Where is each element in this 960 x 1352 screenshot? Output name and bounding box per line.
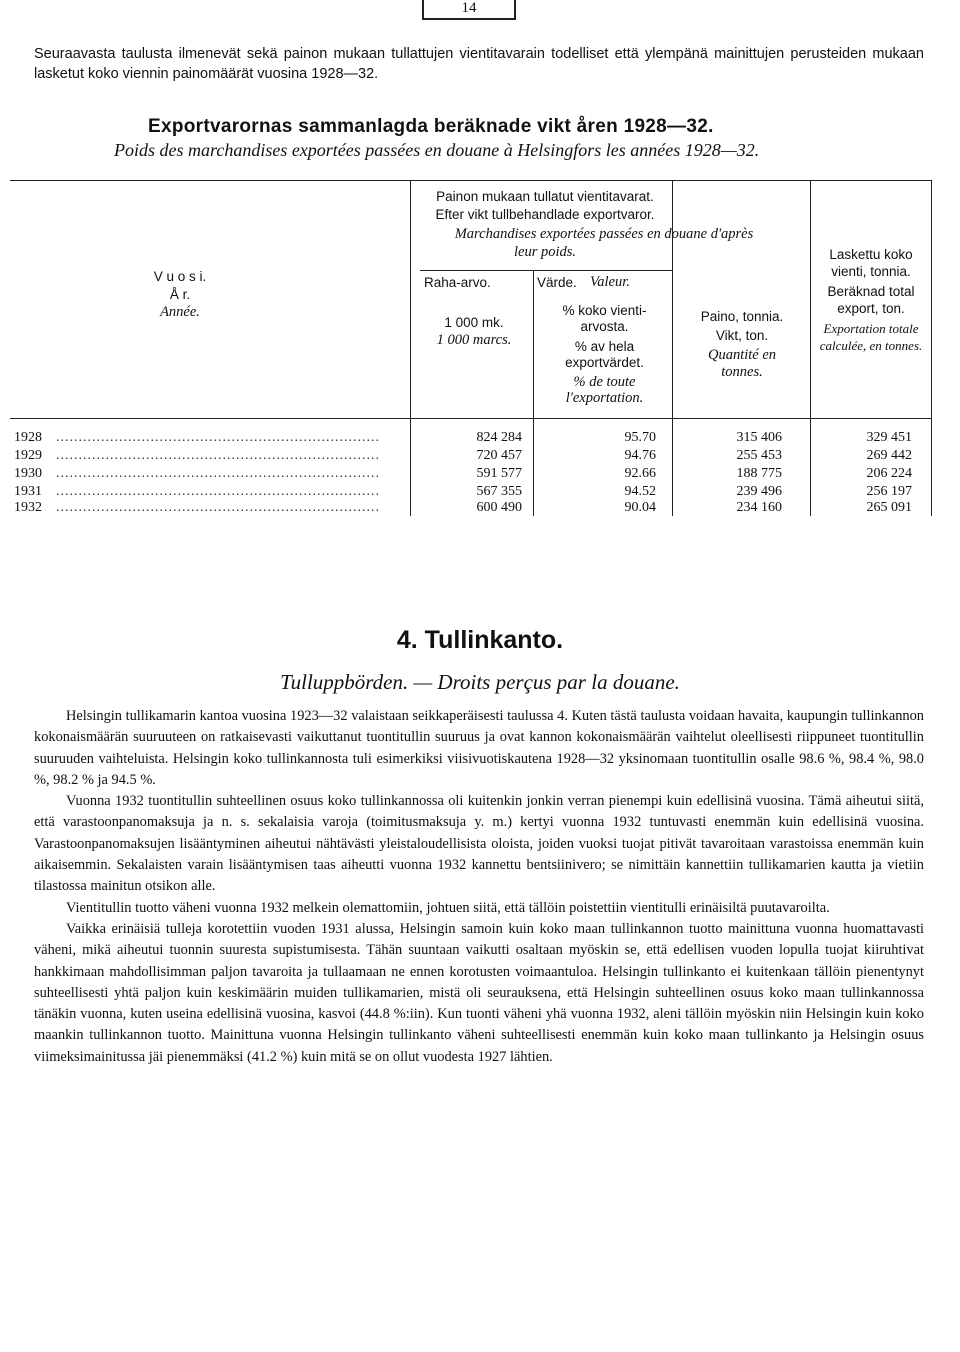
share-header-fr-cont: l'exportation. <box>565 390 644 406</box>
value-cell: 824 284 <box>476 430 522 445</box>
total-cell: 265 091 <box>866 500 912 515</box>
weight-cell: 234 160 <box>736 500 782 515</box>
value-unit-fi: 1 000 mk. <box>444 315 504 330</box>
share-cell: 94.76 <box>624 448 656 463</box>
share-cell: 94.52 <box>624 484 656 499</box>
group-header-fr: Marchandises exportées passées en douane d'après <box>454 226 754 242</box>
dot-leader: ........................................................................ <box>56 448 380 463</box>
paragraph: Vuonna 1932 tuontitullin suhteellinen osuus koko tullinkannossa oli kuitenkin jonkin verran pienempi kuin edellisinä vuosina. Tämä aiheutui siitä, että varastoonpanomaksuja ja n. s. sekalaisia varoja (toimitusmaksuja y. m.) kertyi vuonna 1932 tuntuvasti enemmän kuin edellisinä vuosina. Varastoonpanomaksujen lisääntyminen aiheutui nähtävästi yleistaloudellisista oloista, joiden vuoksi tuojat pitivät tavaroitaan varastoissa enemmän kuin aikaisemmin. Sekalaisten varain lisääntymisen taas aiheutti vuonna 1932 kannettu bentsiinivero; se nimittäin kannettiin tullikamarien kautta ja vietiin tilastossa mainitun otsikon alle. <box>34 793 924 895</box>
weight-cell: 188 775 <box>736 466 782 481</box>
section-subtitle: Tulluppbörden. — Droits perçus par la douane. <box>280 670 680 694</box>
table-title-swedish: Exportvarornas sammanlagda beräknade vikt åren 1928—32. <box>148 116 714 137</box>
page-number: 14 <box>422 0 516 20</box>
year-header-sv: Å r. <box>169 287 191 302</box>
share-cell: 90.04 <box>624 500 656 515</box>
value-header-fi: Raha-arvo. <box>424 275 491 290</box>
value-cell: 720 457 <box>476 448 522 463</box>
weight-cell: 255 453 <box>736 448 782 463</box>
year-cell: 1932 <box>14 500 42 515</box>
paragraph: Vaikka erinäisiä tulleja korotettiin vuoden 1931 alussa, Helsingin samoin kuin koko maan tullinkannon tuotto mainittuna vuonna huomattavasti väheni, mikä aiheutui tuonnin suuresta supistumisesta. Tähän suuntaan vaikutti osaltaan myöskin se, että edellisen vuoden lopulla tuojat kiiruhtivat hankkimaan mahdollisimman paljon tavaroita ja tullaamaan ne ennen korotusten voimaantuloa. Helsingin tullinkanto ei kuitenkaan tällöin pienentynyt suhteellisesti yhtä paljon kuin keskimäärin muiden tullikamarien, mistä oli seurauksena, että Helsingin suhteellinen osuus koko maan tullinkannossa tänäkin vuonna, kuten useina edellisinä vuosina, kasvoi (44.8 %:iin). Kun tuonti väheni yhä vuonna 1932, aleni tällöin myöskin niin Helsingin kuin koko maankin tullinkannon tuotto. Mainittuna vuonna Helsingin tullinkanto väheni suhteellisesti enemmän kuin koko maan tullinkanto ja Helsingin osuus viimeksimainitussa jäi pienemmäksi (41.2 %) kuin mitä se on ollut vuodesta 1927 lähtien. <box>34 920 924 1065</box>
total-cell: 206 224 <box>866 466 912 481</box>
year-cell: 1930 <box>14 466 42 481</box>
total-cell: 256 197 <box>866 484 912 499</box>
intro-paragraph: Seuraavasta taulusta ilmenevät sekä painon mukaan tullattujen vientitavarain todelliset että ylempänä mainittujen perusteiden mukaan lasketut koko viennin painomäärät vuosina 1928—32. <box>34 46 924 82</box>
value-cell: 567 355 <box>476 484 522 499</box>
year-header-fi: V u o s i. <box>153 269 207 284</box>
value-unit-fr: 1 000 marcs. <box>436 332 512 348</box>
total-header-sv-cont: export, ton. <box>837 301 905 316</box>
total-header-sv: Beräknad total <box>827 284 915 299</box>
body-text <box>34 706 924 1068</box>
group-subheader-rule <box>420 270 672 271</box>
share-header-fi-cont: arvosta. <box>580 319 629 334</box>
year-cell: 1929 <box>14 448 42 463</box>
table-title-french: Poids des marchandises exportées passées en douane à Helsingfors les années 1928—32. <box>114 140 760 160</box>
value-header-fr: Valeur. <box>590 274 630 290</box>
share-header-sv: % av hela <box>574 339 635 354</box>
table-row <box>10 498 940 518</box>
dot-leader: ........................................................................ <box>56 466 380 481</box>
paragraph: Helsingin tullikamarin kantoa vuosina 1923—32 valaistaan seikkaperäisesti taulussa 4. Kuten tästä taulusta voidaan havaita, kaupungin tullinkannon kokonaismäärän suuruuteen on ratkaisevasti vaikuttanut tuontitullin suuruus ja ovat kannon kokonaismäärän vaihtelut oleellisesti riippuneet tuontitullin suuruuden vaihteluista. Helsingin koko tullinkannosta tuli esimerkiksi viisivuotiskautena 1928—32 yksinomaan tuontitullin osalle 98.6 %, 98.4 %, 98.0 %, 98.2 % ja 94.5 %. <box>34 708 924 788</box>
total-header-fr-cont: calculée, en tonnes. <box>819 338 923 353</box>
weight-cell: 239 496 <box>736 484 782 499</box>
paragraph: Vientitullin tuotto väheni vuonna 1932 melkein olemattomiin, johtuen siitä, että tällöin poistettiin vientitulli erinäisiltä puutavaroilta. <box>66 899 830 916</box>
total-header-fi: Laskettu koko <box>829 247 913 262</box>
total-cell: 269 442 <box>866 448 912 463</box>
value-cell: 591 577 <box>476 466 522 481</box>
table-top-rule <box>10 180 932 181</box>
share-cell: 95.70 <box>624 430 656 445</box>
share-header-fi: % koko vienti- <box>562 303 647 318</box>
value-header-sv: Värde. <box>537 275 577 290</box>
weight-header-fi: Paino, tonnia. <box>700 309 784 324</box>
weight-header-fr-cont: tonnes. <box>721 364 763 380</box>
table-header-rule <box>10 418 932 419</box>
weight-cell: 315 406 <box>736 430 782 445</box>
dot-leader: ........................................................................ <box>56 484 380 499</box>
year-cell: 1931 <box>14 484 42 499</box>
year-cell: 1928 <box>14 430 42 445</box>
table-row <box>10 464 940 484</box>
share-cell: 92.66 <box>624 466 656 481</box>
group-header-fi: Painon mukaan tullatut vientitavarat. <box>436 189 654 204</box>
share-header-fr: % de toute <box>573 374 636 390</box>
group-header-fr-cont: leur poids. <box>513 244 577 260</box>
dot-leader: ........................................................................ <box>56 430 380 445</box>
section-title: 4. Tullinkanto. <box>396 626 564 654</box>
share-header-sv-cont: exportvärdet. <box>565 355 644 370</box>
weight-header-fr: Quantité en <box>707 347 777 363</box>
total-cell: 329 451 <box>866 430 912 445</box>
group-header-sv: Efter vikt tullbehandlade exportvaror. <box>435 207 655 222</box>
dot-leader: ........................................................................ <box>56 500 380 515</box>
table-row <box>10 446 940 466</box>
year-header-fr: Année. <box>160 304 200 320</box>
value-cell: 600 490 <box>476 500 522 515</box>
table-row <box>10 428 940 448</box>
total-header-fr: Exportation totale <box>823 321 919 336</box>
total-header-fi-cont: vienti, tonnia. <box>831 264 911 279</box>
weight-header-sv: Vikt, ton. <box>715 328 769 343</box>
